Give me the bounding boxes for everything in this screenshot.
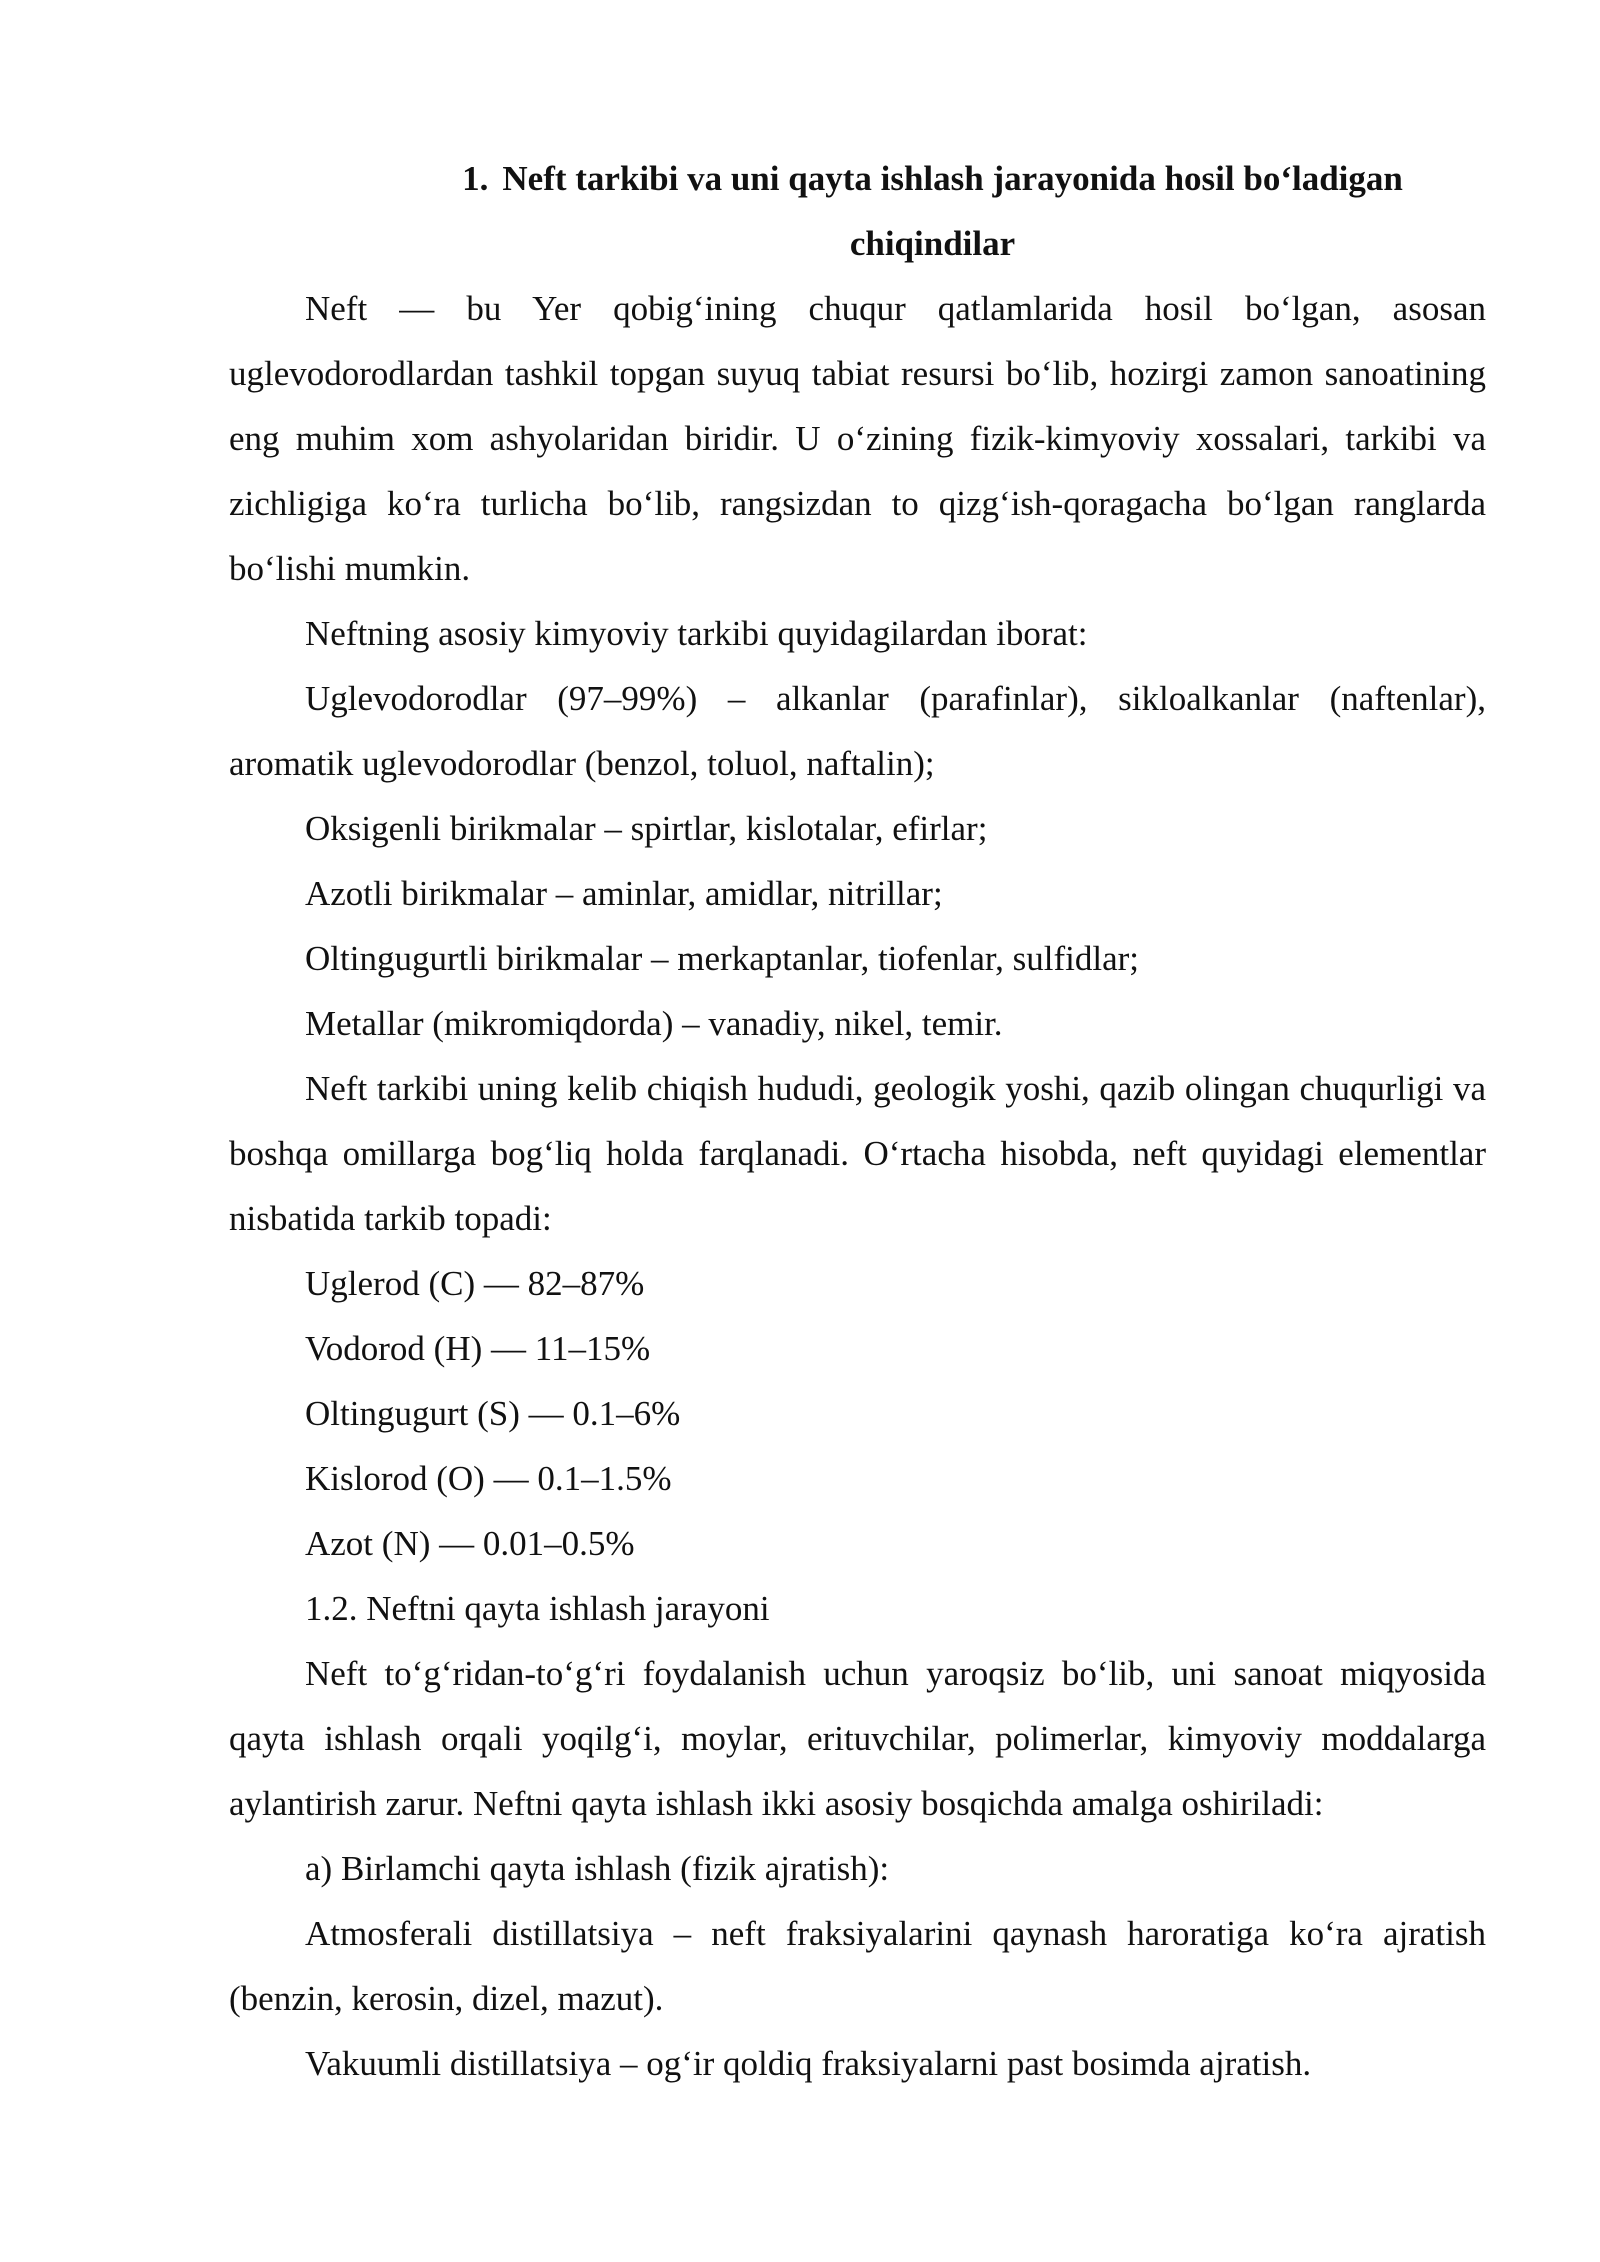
element-ratio-paragraph: Neft tarkibi uning kelib chiqish hududi, geologik yoshi, qazib olingan chuqurligi va boshqa omillarga bogʻliq holda farqlanadi. Oʻrtacha hisobda, neft quyidagi elementlar nisbatida tarkib topadi:	[229, 1069, 1486, 1238]
element-hydrogen: Vodorod (H) — 11–15%	[305, 1329, 651, 1368]
list-item-metals: Metallar (mikromiqdorda) – vanadiy, nikel, temir.	[305, 1004, 1003, 1043]
list-item-oxygen-compounds: Oksigenli birikmalar – spirtlar, kislotalar, efirlar;	[305, 809, 988, 848]
composition-lead: Neftning asosiy kimyoviy tarkibi quyidagilardan iborat:	[305, 614, 1088, 653]
intro-paragraph: Neft — bu Yer qobigʻining chuqur qatlamlarida hosil boʻlgan, asosan uglevodorodlardan tashkil topgan suyuq tabiat resursi boʻlib, hozirgi zamon sanoatining eng muhim xom ashyolaridan biridir. U oʻzining fizik-kimyoviy xossalari, tarkibi va zichligiga koʻra turlicha boʻlib, rangsizdan to qizgʻish-qoragacha boʻlgan ranglarda boʻlishi mumkin.	[229, 289, 1486, 588]
section-heading	[229, 146, 1486, 276]
section-number: 1.	[462, 159, 489, 198]
vacuum-distillation: Vakuumli distillatsiya – ogʻir qoldiq fraksiyalarni past bosimda ajratish.	[305, 2044, 1312, 2083]
section-title: Neft tarkibi va uni qayta ishlash jarayonida hosil boʻladigan chiqindilar	[502, 159, 1403, 263]
element-sulfur: Oltingugurt (S) — 0.1–6%	[305, 1394, 681, 1433]
primary-processing-heading: a) Birlamchi qayta ishlash (fizik ajratish):	[305, 1849, 890, 1888]
list-item-hydrocarbons: Uglevodorodlar (97–99%) – alkanlar (parafinlar), sikloalkanlar (naftenlar), aromatik uglevodorodlar (benzol, toluol, naftalin);	[229, 679, 1486, 783]
processing-paragraph: Neft toʻgʻridan-toʻgʻri foydalanish uchun yaroqsiz boʻlib, uni sanoat miqyosida qayta ishlash orqali yoqilgʻi, moylar, erituvchilar, polimerlar, kimyoviy moddalarga aylantirish zarur. Neftni qayta ishlash ikki asosiy bosqichda amalga oshiriladi:	[229, 1654, 1486, 1823]
element-carbon: Uglerod (C) — 82–87%	[305, 1264, 645, 1303]
atmospheric-distillation: Atmosferali distillatsiya – neft fraksiyalarini qaynash haroratiga koʻra ajratish (benzin, kerosin, dizel, mazut).	[229, 1914, 1486, 2018]
list-item-nitrogen-compounds: Azotli birikmalar – aminlar, amidlar, nitrillar;	[305, 874, 943, 913]
document-page	[229, 146, 1486, 2096]
subsection-heading: 1.2. Neftni qayta ishlash jarayoni	[305, 1589, 770, 1628]
list-item-sulfur-compounds: Oltingugurtli birikmalar – merkaptanlar, tiofenlar, sulfidlar;	[305, 939, 1140, 978]
element-nitrogen: Azot (N) — 0.01–0.5%	[305, 1524, 635, 1563]
element-oxygen: Kislorod (O) — 0.1–1.5%	[305, 1459, 672, 1498]
